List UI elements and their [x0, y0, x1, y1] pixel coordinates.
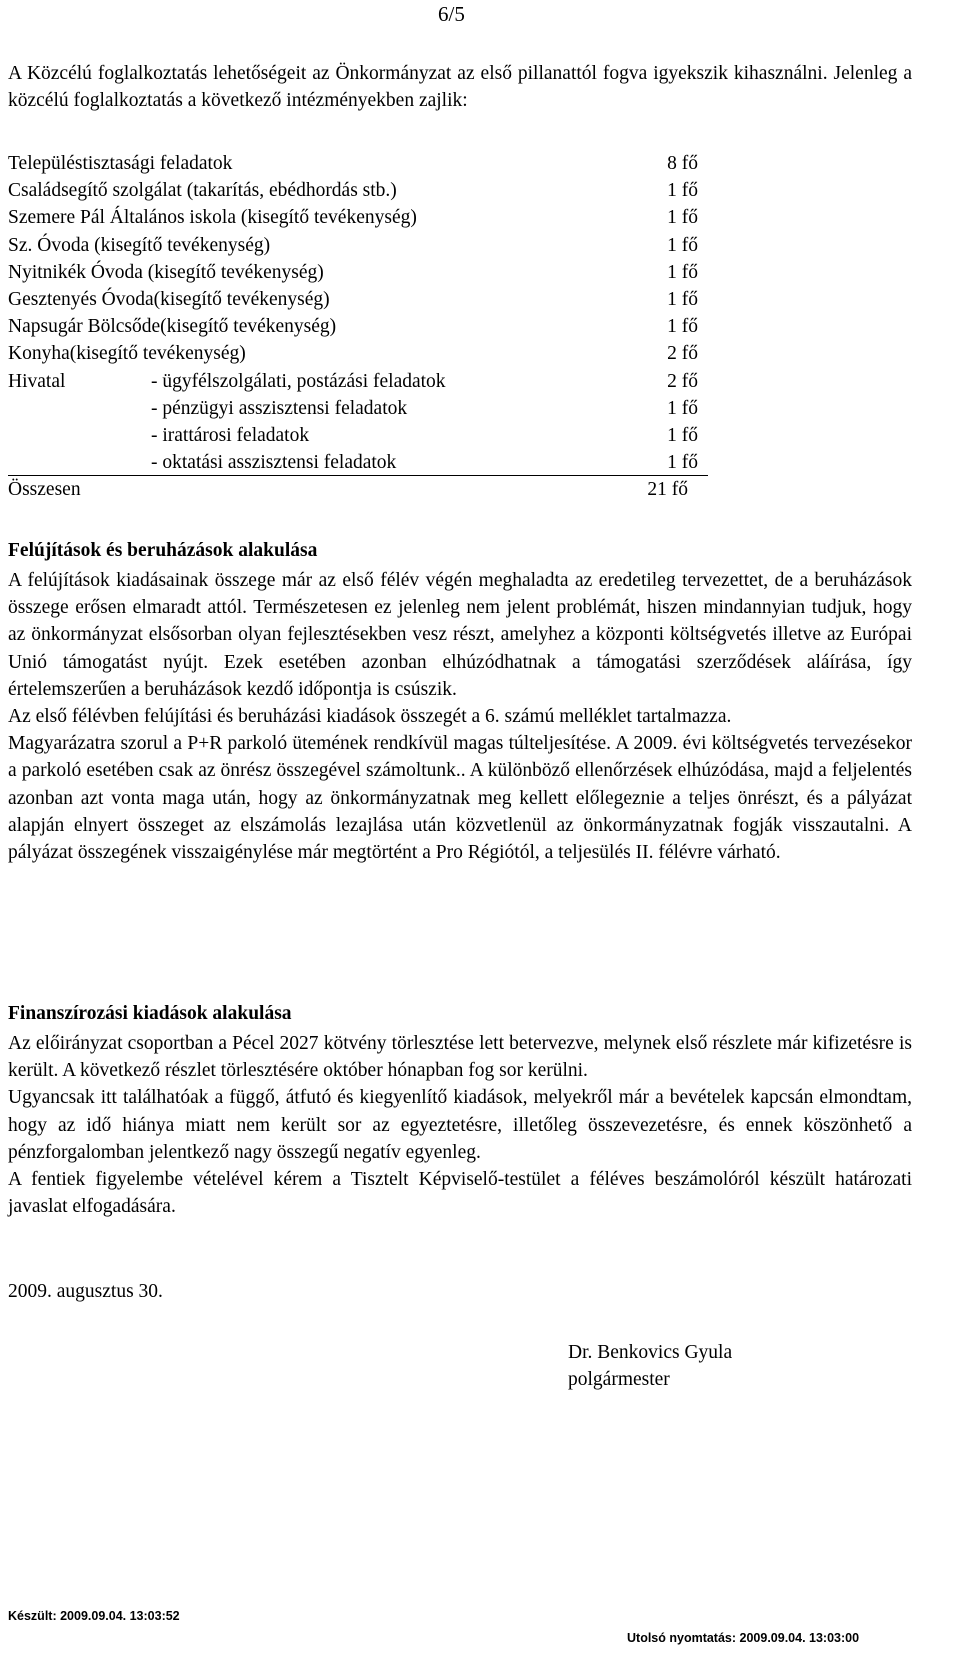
list-item: [8, 286, 708, 313]
signer-title: polgármester: [568, 1369, 670, 1391]
item-count: 1 fő: [667, 316, 698, 338]
section-body-financing: [8, 1030, 912, 1220]
paragraph: Az első félévben felújítási és beruházási kiadások összegét a 6. számú melléklet tartalmazza.: [8, 706, 732, 728]
item-sub: - oktatási asszisztensi feladatok: [151, 452, 397, 474]
item-label: Gesztenyés Óvoda(kisegítő tevékenység): [8, 288, 330, 310]
item-count: 1 fő: [667, 288, 698, 310]
paragraph: A felújítások kiadásainak összege már az első félév végén meghaladta az eredetileg tervezettet, de a beruházások összege erősen elmaradt attól. Természetesen ez jelenleg nem jelent problémát, hiszen mindannyian tudjuk, hogy az önkormányzat elsősorban olyan fejlesztésekben vesz részt, amelyhez a központi költségvetés illetve az Európai Unió támogatást nyújt. Ezek esetében azonban elhúzódhatnak a támogatási szerződések aláírása, így értelemszerűen a beruházások kezdő időpontja is csúszik.: [8, 570, 912, 700]
signature-block: [568, 1339, 732, 1393]
item-count: 1 fő: [667, 261, 698, 283]
paragraph: Ugyancsak itt találhatóak a függő, átfutó és kiegyenlítő kiadások, melyekről már a bevételek kapcsán elmondtam, hogy az idő hiánya miatt nem került sor az egyeztetésre, illetőleg összevezetésre, és ennek köszönhető a pénzforgalomban jelentkező nagy összegű negatív egyenleg.: [8, 1087, 912, 1163]
item-count: 8 fő: [667, 153, 698, 174]
item-count: 1 fő: [667, 207, 698, 229]
footer-printed: Utolsó nyomtatás: 2009.09.04. 13:03:00: [627, 1631, 860, 1645]
list-item: [8, 313, 708, 340]
item-label: Sz. Óvoda (kisegítő tevékenység): [8, 234, 271, 256]
staff-list: [8, 150, 708, 503]
list-item: [8, 177, 708, 204]
list-item: [8, 259, 708, 286]
item-count: 1 fő: [667, 397, 698, 419]
item-label: Napsugár Bölcsőde(kisegítő tevékenység): [8, 316, 337, 338]
document-date: 2009. augusztus 30.: [8, 1281, 163, 1302]
item-label: Nyitnikék Óvoda (kisegítő tevékenység): [8, 261, 324, 283]
section-heading-financing: Finanszírozási kiadások alakulása: [8, 1003, 292, 1024]
item-label: Hivatal: [8, 370, 66, 392]
intro-paragraph: A Közcélú foglalkoztatás lehetőségeit az Önkormányzat az első pillanattól fogva igyekszik kihasználni. Jelenleg a közcélú foglalkoztatás a következő intézményekben zajlik:: [8, 63, 912, 112]
paragraph: Magyarázatra szorul a P+R parkoló ütemének rendkívül magas túlteljesítése. A 2009. évi költségvetés tervezésekor a parkoló esetében csak az önrész összegével számoltunk.. A különböző ellenőrzések elhúzódása, majd a feljelentés azonban azt vonta maga után, hogy az önkormányzatnak meg kellett előlegeznie a teljes önrészt, és a pályázat alapján elnyert összeget az elszámolás lezajlása után közvetlenül az önkormányzatnak fogják visszautalni. A pályázat összegének visszaigénylése már megtörtént a Pro Régiótól, a teljesülés II. félévre várható.: [8, 733, 912, 864]
signer-name: Dr. Benkovics Gyula: [568, 1342, 733, 1363]
item-sub: - irattárosi feladatok: [151, 424, 310, 446]
list-item: [8, 340, 708, 367]
paragraph: A fentiek figyelembe vételével kérem a Tisztelt Képviselő-testület a féléves beszámolóról készült határozati javaslat elfogadására.: [8, 1169, 912, 1218]
list-item: [8, 150, 708, 177]
section-body-renovations: [8, 567, 912, 866]
list-item: [8, 368, 708, 395]
list-item: [8, 232, 708, 259]
item-count: 1 fő: [667, 424, 698, 446]
item-sub: - ügyfélszolgálati, postázási feladatok: [151, 370, 446, 392]
total-label: Összesen: [8, 479, 81, 501]
total-count: 21 fő: [647, 479, 688, 501]
list-item: [8, 449, 708, 476]
page-number: 6/5: [438, 2, 465, 26]
item-count: 1 fő: [667, 234, 698, 256]
paragraph: Az előirányzat csoportban a Pécel 2027 kötvény törlesztése lett betervezve, melynek első részlete már kifizetésre is került. A következő részlet törlesztésére október hónapban fog sor kerülni.: [8, 1033, 912, 1082]
item-count: 2 fő: [667, 343, 698, 365]
item-label: Településtisztasági feladatok: [8, 153, 233, 174]
item-label: Szemere Pál Általános iskola (kisegítő tevékenység): [8, 207, 417, 229]
item-label: Konyha(kisegítő tevékenység): [8, 343, 246, 365]
item-sub: - pénzügyi asszisztensi feladatok: [151, 397, 408, 419]
total-row: [8, 476, 708, 503]
section-heading-renovations: Felújítások és beruházások alakulása: [8, 540, 318, 561]
item-label: Családsegítő szolgálat (takarítás, ebédhordás stb.): [8, 180, 397, 202]
list-item: [8, 422, 708, 449]
footer-created: Készült: 2009.09.04. 13:03:52: [8, 1609, 180, 1623]
item-count: 2 fő: [667, 370, 698, 392]
item-count: 1 fő: [667, 180, 698, 202]
list-item: [8, 395, 708, 422]
list-item: [8, 204, 708, 231]
item-count: 1 fő: [667, 452, 698, 474]
